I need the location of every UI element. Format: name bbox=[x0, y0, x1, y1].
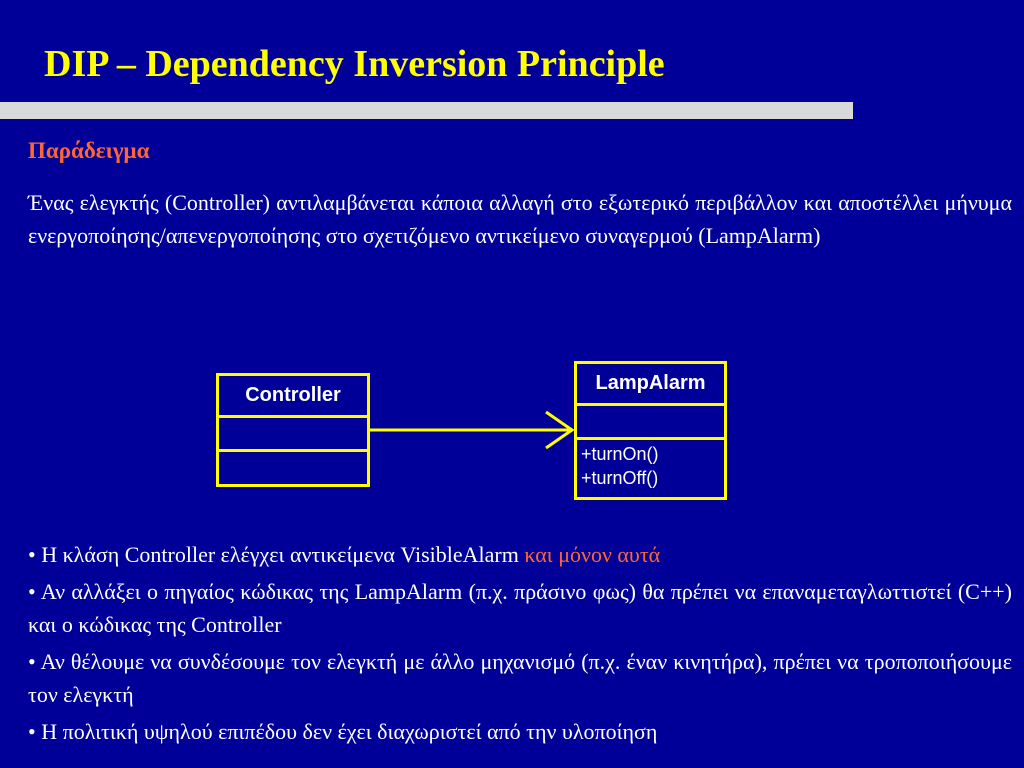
bullet-list bbox=[28, 538, 1012, 752]
lampalarm-operations-compartment bbox=[577, 440, 724, 490]
bullet-accent-text: και μόνον αυτά bbox=[524, 542, 661, 567]
lampalarm-attributes-compartment bbox=[577, 406, 724, 440]
bullet-marker: • bbox=[28, 542, 36, 567]
controller-operations-compartment bbox=[219, 452, 367, 484]
controller-class-name: Controller bbox=[219, 376, 367, 418]
title-underline-bar bbox=[0, 102, 853, 119]
bullet-text: Η πολιτική υψηλού επιπέδου δεν έχει διαχωριστεί από την υλοποίηση bbox=[41, 719, 658, 744]
intro-paragraph: Ένας ελεγκτής (Controller) αντιλαμβάνεται κάποια αλλαγή στο εξωτερικό περιβάλλον και αποστέλλει μήνυμα ενεργοποίησης/απενεργοποίησης στο σχετιζόμενο αντικείμενο συναγερμού (LampAlarm) bbox=[28, 190, 1012, 248]
bullet-text: Η κλάση Controller ελέγχει αντικείμενα VisibleAlarm bbox=[41, 542, 519, 567]
slide-title: DIP – Dependency Inversion Principle bbox=[44, 43, 665, 85]
bullet-marker: • bbox=[28, 719, 36, 744]
controller-attributes-compartment bbox=[219, 418, 367, 452]
lampalarm-class-box bbox=[574, 361, 727, 500]
bullet-text: Αν αλλάξει ο πηγαίος κώδικας της LampAlarm (π.χ. πράσινο φως) θα πρέπει να επαναμεταγλωττιστεί (C++) και ο κώδικας της Controller bbox=[28, 579, 1012, 637]
bullet-marker: • bbox=[28, 579, 36, 604]
bullet-text: Αν θέλουμε να συνδέσουμε τον ελεγκτή με άλλο μηχανισμό (π.χ. έναν κινητήρα), πρέπει να τροποποιήσουμε τον ελεγκτή bbox=[28, 649, 1012, 707]
bullet-marker: • bbox=[28, 649, 36, 674]
section-subtitle: Παράδειγμα bbox=[28, 138, 150, 163]
controller-class-box bbox=[216, 373, 370, 487]
bullet-item bbox=[28, 715, 1012, 748]
uml-class-diagram bbox=[0, 340, 1024, 520]
operation-turn-off: +turnOff() bbox=[581, 468, 659, 488]
bullet-item bbox=[28, 645, 1012, 711]
bullet-item bbox=[28, 575, 1012, 641]
lampalarm-class-name: LampAlarm bbox=[577, 364, 724, 406]
bullet-item bbox=[28, 538, 1012, 571]
operation-turn-on: +turnOn() bbox=[581, 444, 659, 464]
association-arrow bbox=[0, 340, 1024, 520]
